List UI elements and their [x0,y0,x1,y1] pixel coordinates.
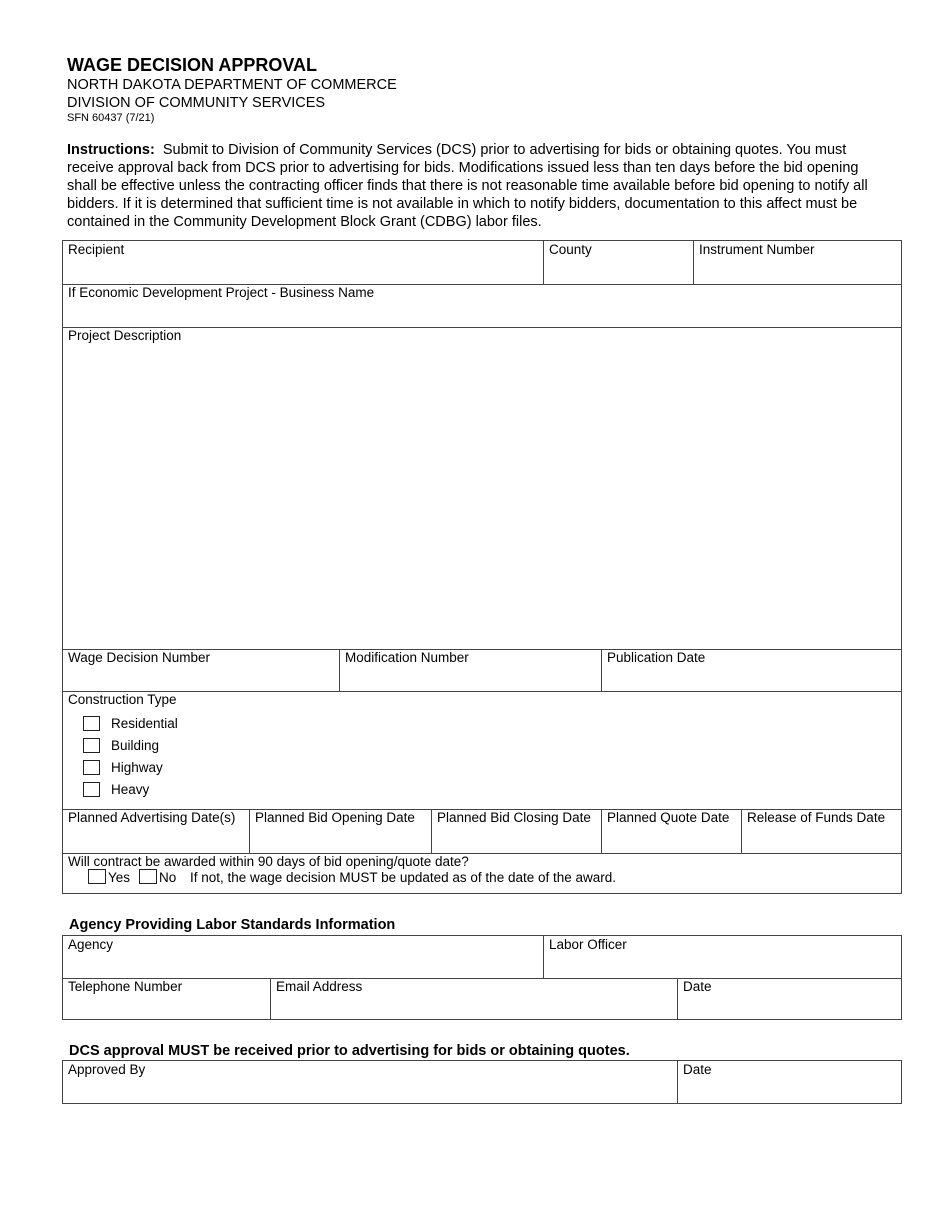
instrument-number-field[interactable] [693,241,901,284]
approval-section-heading: DCS approval MUST be received prior to advertising for bids or obtaining quotes. [69,1043,630,1059]
instructions-text: Submit to Division of Community Services (DCS) prior to advertising for bids or obtaining quotes. You must receive approval back from DCS prior to advertising for bids. Modifications issued less than ten days before the bid opening shall be effective unless the contracting officer finds that there is not reasonable time available before bid opening to notify all bidders. If it is determined that sufficient time is not available in which to notify bidders, documentation to this affect must be contained in the Community Development Block Grant (CDBG) labor files. [67,142,868,230]
award-note: If not, the wage decision MUST be updated as of the date of the award. [190,870,617,885]
planned-bid-closing-date-field[interactable] [431,809,601,853]
highway-checkbox[interactable] [83,760,100,775]
highway-label: Highway [111,760,163,775]
wage-decision-number-label: Wage Decision Number [68,650,211,665]
county-label: County [549,242,592,257]
labor-officer-label: Labor Officer [549,937,627,952]
email-address-label: Email Address [276,979,363,994]
instrument-number-label: Instrument Number [699,242,815,257]
release-of-funds-date-field[interactable] [741,809,901,853]
agency-table [62,935,902,1020]
modification-number-field[interactable] [339,649,601,691]
construction-type-section [63,691,901,809]
approval-date-label: Date [683,1062,712,1077]
agency-section-heading: Agency Providing Labor Standards Information [69,917,396,933]
modification-number-label: Modification Number [345,650,469,665]
form-title: WAGE DECISION APPROVAL [67,55,318,75]
planned-advertising-date-label: Planned Advertising Date(s) [68,810,236,825]
county-field[interactable] [543,241,693,284]
agency-date-label: Date [683,979,712,994]
award-question-section [63,853,901,893]
release-of-funds-date-label: Release of Funds Date [747,810,886,825]
instructions-label: Instructions: [67,142,155,158]
agency-date-field[interactable] [677,978,901,1019]
instructions [67,141,882,231]
labor-officer-field[interactable] [543,936,901,978]
main-form-table [62,240,902,894]
division-name: DIVISION OF COMMUNITY SERVICES [67,95,326,111]
recipient-field[interactable] [63,241,543,284]
telephone-number-label: Telephone Number [68,979,183,994]
award-no-checkbox[interactable] [139,869,157,884]
heavy-checkbox[interactable] [83,782,100,797]
planned-quote-date-label: Planned Quote Date [607,810,730,825]
form-number: SFN 60437 (7/21) [67,112,155,124]
agency-field[interactable] [63,936,543,978]
approval-date-field[interactable] [677,1061,901,1103]
award-yes-label: Yes [108,870,131,885]
building-label: Building [111,738,160,753]
planned-bid-opening-date-label: Planned Bid Opening Date [255,810,415,825]
department-name: NORTH DAKOTA DEPARTMENT OF COMMERCE [67,77,397,93]
award-yes-checkbox[interactable] [88,869,106,884]
telephone-number-field[interactable] [63,978,270,1019]
award-no-label: No [159,870,177,885]
planned-quote-date-field[interactable] [601,809,741,853]
building-checkbox[interactable] [83,738,100,753]
agency-label: Agency [68,937,114,952]
publication-date-field[interactable] [601,649,901,691]
business-name-label: If Economic Development Project - Business Name [68,285,375,300]
project-description-label: Project Description [68,328,182,343]
project-description-field[interactable] [63,327,901,649]
publication-date-label: Publication Date [607,650,706,665]
award-question-label: Will contract be awarded within 90 days of bid opening/quote date? [68,854,469,869]
residential-label: Residential [111,716,178,731]
heavy-label: Heavy [111,782,150,797]
recipient-label: Recipient [68,242,125,257]
planned-bid-closing-date-label: Planned Bid Closing Date [437,810,591,825]
approved-by-label: Approved By [68,1062,146,1077]
approval-table [62,1060,902,1104]
approved-by-field[interactable] [63,1061,677,1103]
business-name-field[interactable] [63,284,901,327]
email-address-field[interactable] [270,978,677,1019]
construction-type-label: Construction Type [68,692,177,707]
planned-bid-opening-date-field[interactable] [249,809,431,853]
wage-decision-number-field[interactable] [63,649,339,691]
planned-advertising-date-field[interactable] [63,809,249,853]
residential-checkbox[interactable] [83,716,100,731]
